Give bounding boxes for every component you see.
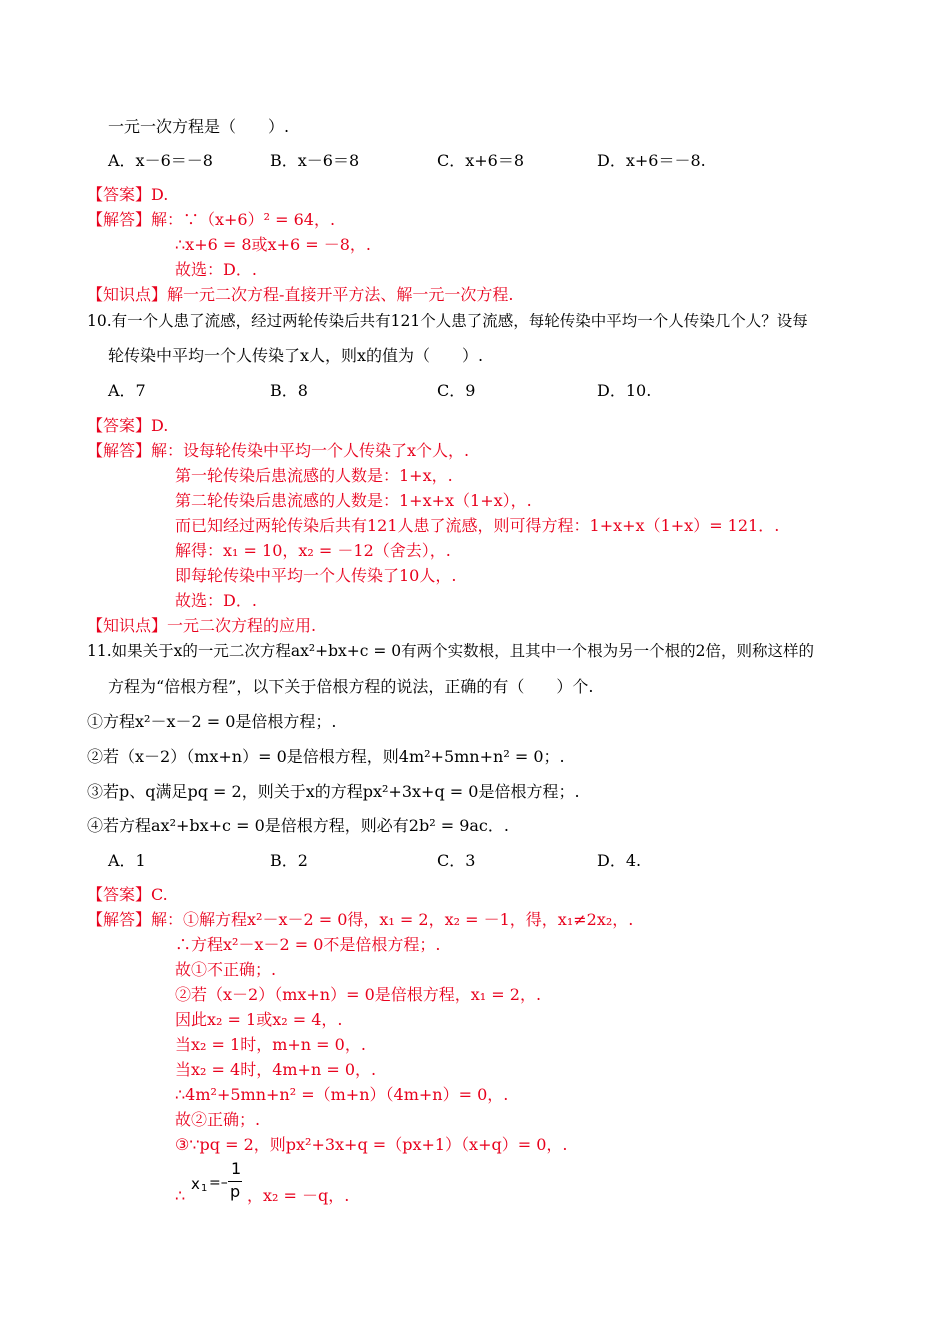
- q10-stem-line2: 轮传染中平均一个人传染了x人，则x的值为（ ）.: [108, 346, 484, 365]
- fraction-numerator: 1: [231, 1159, 242, 1178]
- q9-option-c: C．x+6＝8: [437, 151, 525, 170]
- q10-analysis-line: 解得：x₁ = 10，x₂ = －12（舍去），.: [175, 541, 451, 560]
- fraction-lhs: x: [191, 1175, 200, 1193]
- q10-analysis-line: 故选：D．.: [175, 591, 257, 610]
- q11-option-a: A．1: [108, 851, 146, 870]
- q10-option-b: B．8: [270, 381, 308, 400]
- q11-analysis-line: ②若（x－2）（mx+n）= 0是倍根方程，x₁ = 2，.: [175, 985, 542, 1004]
- q10-option-d: D．10.: [597, 381, 652, 400]
- fraction-eq: =–: [209, 1175, 228, 1191]
- q10-analysis-line: 第一轮传染后患流感的人数是：1+x，.: [175, 466, 453, 485]
- q10-option-c: C．9: [437, 381, 476, 400]
- q11-root-fraction: [191, 1159, 251, 1205]
- q11-analysis-line: 故②正确；.: [175, 1110, 261, 1129]
- q11-statement: ②若（x－2）（mx+n）= 0是倍根方程，则4m²+5mn+n² = 0；.: [87, 747, 565, 766]
- q11-stem-line1: 11.如果关于x的一元二次方程ax²+bx+c = 0有两个实数根，且其中一个根为另一个根的2倍，则称这样的: [87, 642, 814, 660]
- q11-analysis-line: 当x₂ = 4时，4m+n = 0，.: [175, 1060, 377, 1079]
- q11-analysis-line: ，x₂ = －q，.: [247, 1186, 350, 1205]
- q10-answer: 【答案】D.: [87, 416, 169, 435]
- fraction-lhs-subscript: 1: [201, 1183, 208, 1194]
- q11-therefore-symbol: ∴: [175, 1186, 186, 1205]
- q10-analysis-line: 而已知经过两轮传染后共有121人患了流感，则可得方程：1+x+x（1+x）= 121．.: [175, 516, 780, 535]
- q10-knowledge: 【知识点】一元二次方程的应用.: [87, 616, 317, 635]
- q9-analysis-line: 故选：D．.: [175, 260, 257, 279]
- q11-statement: ③若p、q满足pq = 2，则关于x的方程px²+3x+q = 0是倍根方程；.: [87, 782, 580, 801]
- q9-option-d: D．x+6＝－8.: [597, 151, 706, 170]
- q11-option-c: C．3: [437, 851, 476, 870]
- q10-option-a: A．7: [108, 381, 146, 400]
- q11-analysis-line: ∴方程x²－x－2 = 0不是倍根方程；.: [175, 935, 441, 954]
- q9-stem-tail: 一元一次方程是（ ）.: [108, 117, 290, 136]
- q11-option-d: D．4.: [597, 851, 642, 870]
- fraction-denominator: p: [230, 1182, 241, 1201]
- q11-answer: 【答案】C.: [87, 885, 168, 904]
- q11-analysis-line: ③∵pq = 2，则px²+3x+q =（px+1）（x+q）= 0，.: [175, 1135, 568, 1154]
- q11-statement: ①方程x²－x－2 = 0是倍根方程；.: [87, 712, 337, 731]
- q11-analysis-line: 【解答】解：①解方程x²－x－2 = 0得，x₁ = 2，x₂ = －1，得，x₁≠2x₂，.: [87, 910, 634, 929]
- q11-option-b: B．2: [270, 851, 308, 870]
- q9-analysis-line: ∴x+6 = 8或x+6 = －8，.: [175, 235, 372, 254]
- q11-analysis-line: ∴4m²+5mn+n² =（m+n）（4m+n）= 0，.: [175, 1085, 509, 1104]
- q11-analysis-line: 当x₂ = 1时，m+n = 0，.: [175, 1035, 366, 1054]
- q11-statement: ④若方程ax²+bx+c = 0是倍根方程，则必有2b² = 9ac．.: [87, 816, 509, 835]
- q10-stem-line1: 10.有一个人患了流感，经过两轮传染后共有121个人患了流感，每轮传染中平均一个人传染几个人？设每: [87, 312, 808, 330]
- q10-analysis-line: 即每轮传染中平均一个人传染了10人，.: [175, 566, 457, 585]
- q10-analysis-line: 第二轮传染后患流感的人数是：1+x+x（1+x），.: [175, 491, 532, 510]
- q11-analysis-line: 因此x₂ = 1或x₂ = 4，.: [175, 1010, 343, 1029]
- q11-stem-line2: 方程为“倍根方程”，以下关于倍根方程的说法，正确的有（ ）个.: [108, 677, 594, 696]
- q11-analysis-line: 故①不正确；.: [175, 960, 277, 979]
- q9-knowledge: 【知识点】解一元二次方程-直接开平方法、解一元一次方程.: [87, 285, 514, 304]
- q10-analysis-line: 【解答】解：设每轮传染中平均一个人传染了x个人，.: [87, 441, 470, 460]
- q9-option-a: A．x－6＝－8: [108, 151, 213, 170]
- q9-option-b: B．x－6＝8: [270, 151, 360, 170]
- q9-answer: 【答案】D.: [87, 185, 169, 204]
- q9-analysis-line: 【解答】解：∵（x+6）² = 64，.: [87, 210, 336, 229]
